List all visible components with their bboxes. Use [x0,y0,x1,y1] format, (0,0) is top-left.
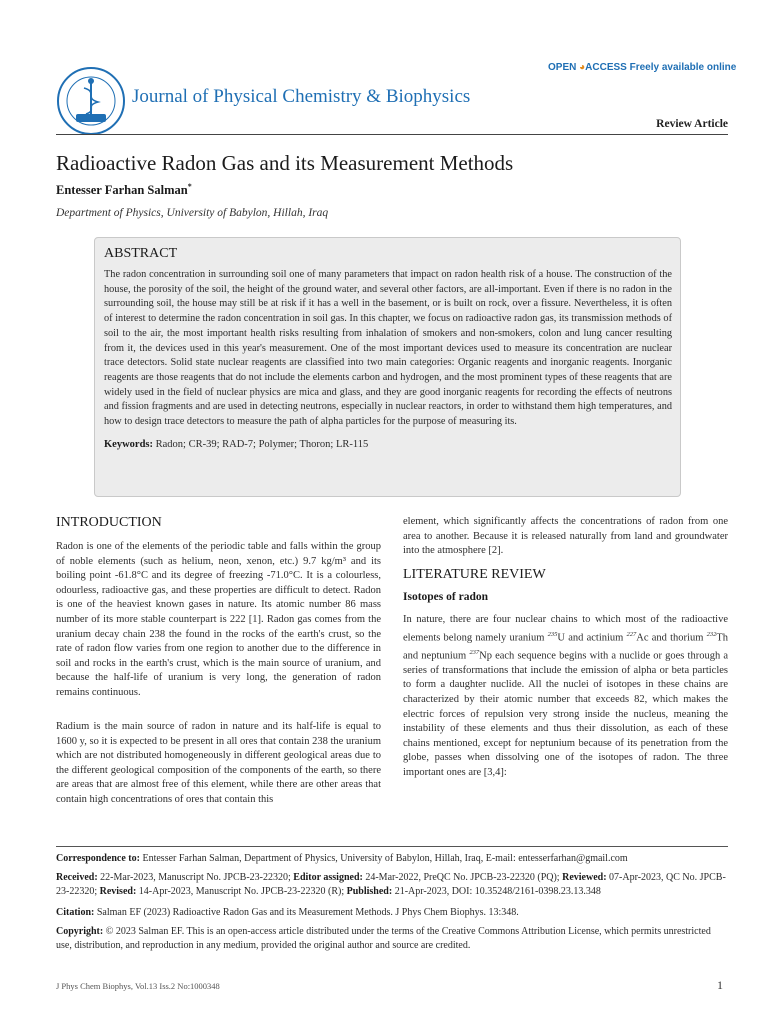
intro-paragraph-2 [56,720,381,808]
open-access-suffix: ACCESS Freely available online [585,62,737,73]
citation: Citation: Salman EF (2023) Radioactive Radon Gas and its Measurement Methods. J Phys Chem Biophys. 13:348. [56,907,519,918]
keywords [104,439,672,450]
intro-text-2: Radium is the main source of radon in nature and its half-life is equal to 1600 y, so it is expected to be present in all ores that contain 238 the uranium which are not distributed homogeneously in different geological areas due to the different geological composition of the components of the earth, so there are areas that are almost free of this element, while there are other areas that contain high concentrations of ores that contain this [56,721,381,805]
literature-review-heading: LITERATURE REVIEW [403,567,546,582]
author-mark: * [187,182,192,191]
introduction-heading: INTRODUCTION [56,515,162,530]
author-text: Entesser Farhan Salman [56,183,188,198]
article-type: Review Article [656,118,728,130]
keywords-label: Keywords: [104,438,153,450]
correspondence: Correspondence to: Entesser Farhan Salman, Department of Physics, University of Babylon, Hillah, Iraq, E-mail: entesserfarhan@gmail.com [56,853,628,864]
journal-title: Journal of Physical Chemistry & Biophysics [132,86,471,107]
intro-text-1: Radon is one of the elements of the periodic table and falls within the group of noble elements (such as helium, neon, xenon, etc.) 9.7 kg/m³ and its boiling point -61.8°C and its degree of freezing -71.0°C. It is a colourless, odourless, radioactive gas, and these properties are difficult to detect. Radon is one of the heaviest known gases in nature. Its atomic number 86 mass number of its more stable counterpart is 222 [1]. Radon gas comes from the uranium decay chain 238 the found in the rocks of the earth's crust, so the rate of radon flow varies from one region to another due to the difference in soil and rocks in the earth's crust, which is the main source of uranium, and because the half-life of uranium is very long, the generation of radon remains continuous. [56,541,381,698]
isotopes-text: In nature, there are four nuclear chains to which most of the radioactive elements belong namely uranium $^{235}$U and actinium $^{227}$Ac and thorium $^{232}$Th and neptunium $^{237}$Np each sequence begins with a nuclide or goes through a series of transformations that include the emission of alpha or beta particles to form a daughter nuclide. All the nuclei of isotopes in these chains are characterized by their atomic number that exceeds 82, which makes the electric forces of repulsion very strong inside the nucleus, meaning the instability of these elements and thus their dissolution, as each of these chains mentioned, except for neptunium because of its penetration from the globe, passes when dissolving one of the isotopes of radon. The three important ones are [3,4]: [403,614,729,778]
copyright: Copyright: © 2023 Salman EF. This is an open-access article distributed under the terms of the Creative Commons Attribution License, which permits unrestricted use, distribution, and reproduction in any medium, provided the original author and source are credited. [56,926,711,951]
intro-continuation [403,515,728,559]
author-name [56,182,192,198]
isotopes-subheading: Isotopes of radon [403,591,488,603]
paper-title: Radioactive Radon Gas and its Measurement Methods [56,151,514,175]
continuation-text: element, which significantly affects the concentrations of radon from one area to another. Because it is released naturally from land and groundwater into the atmosphere [2]. [403,516,728,557]
footer-divider [56,846,728,847]
page-number: 1 [717,978,723,992]
open-access-banner[interactable] [548,62,736,73]
journal-reference: J Phys Chem Biophys, Vol.13 Iss.2 No:1000348 [56,981,220,991]
open-access-prefix: OPEN [548,62,577,73]
open-lock-icon: ◕ [579,62,586,73]
journal-logo [56,66,126,136]
abstract-box [94,237,681,497]
isotopes-paragraph [403,613,728,781]
abstract-text: The radon concentration in surrounding soil one of many parameters that impact on radon health risk of a house. The construction of the house, the porosity of the soil, the height of the ground water, and several other factors, are all-important. Even if there is no radon in the surrounding soil, the house may still be at risk if it has a well in the basement, or is built on rock, over a fissure. Nevertheless, it is often of interest to determine the radon concentration in soil gas. In this chapter, we focus on radioactive radon gas, its transmission methods of soil to the air, the most important health risks resulting from inhalation of smokers and non-smokers, colon and lung cancer resulting from it, the devices used in this year's measurement. One of the most important devices used to measure its concentration are nuclear trace detectors. Solid state nuclear reagents are classified into two main categories: Organic reagents and inorganic reagents. Inorganic reagents are those reagents that do not include the elements carbon and hydrogen, and the most prominent types of these reagents that are widely used in the field of nuclear physics are mica and glass, and they are good inorganic reagents for recording the effects of neutrons and fission fragments and are used in detecting neutrons, especially in nuclear reactors, in order to withstand them high temperatures, and how to design trace detectors to measure the path of alpha particles for the purpose of measuring its. [104,269,672,428]
affiliation: Department of Physics, University of Babylon, Hillah, Iraq [56,207,329,219]
header-divider [56,134,728,135]
logo-lettering [3,66,4,67]
abstract-heading: ABSTRACT [104,246,178,261]
history-dates: Received: 22-Mar-2023, Manuscript No. JPCB-23-22320; Editor assigned: 24-Mar-2022, PreQC No. JPCB-23-22320 (PQ); Reviewed: 07-Apr-2023, QC No. JPCB-23-22320; Revised: 14-Apr-2023, Manuscript No. JPCB-23-22320 (R); Published: 21-Apr-2023, DOI: 10.35248/2161-0398.23.13.348 [56,872,726,897]
keywords-list: Radon; CR-39; RAD-7; Polymer; Thoron; LR-115 [155,438,369,450]
intro-paragraph-1 [56,540,381,701]
